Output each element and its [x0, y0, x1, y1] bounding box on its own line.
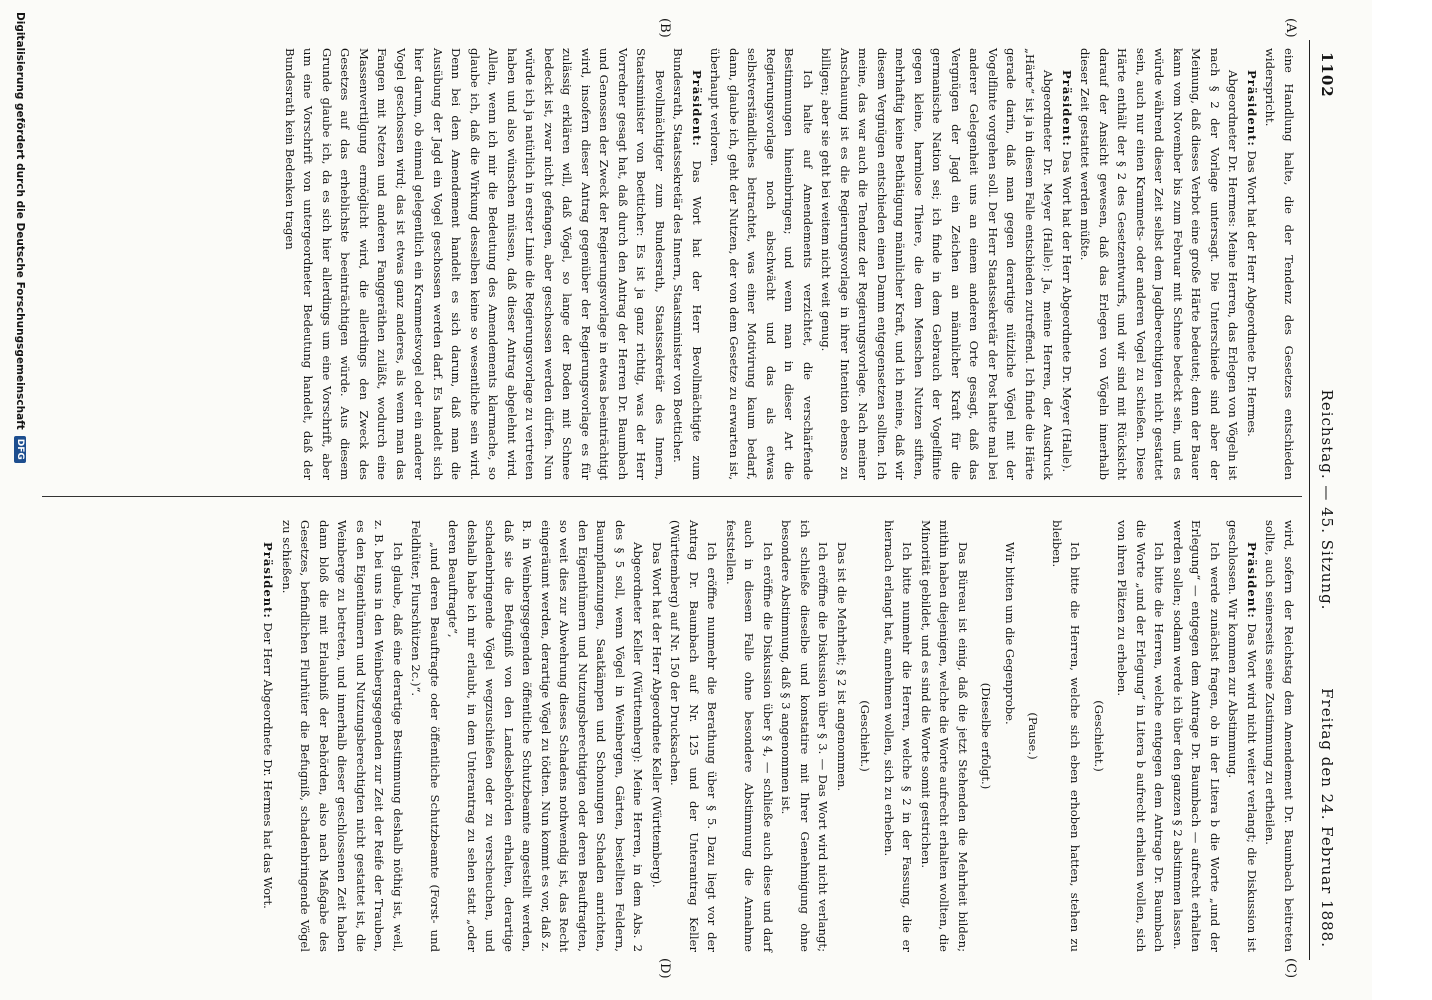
- paragraph: [1058, 48, 1077, 480]
- paragraph-text: Abgeordneter Keller (Württemberg): Meine Herren, in dem Abs. 2 des § 5 soll, wenn Vögel in Weinbergen, Gärten, bestellten Feldern, Baumpflanzungen, Saatkämpen und Schonungen Schaden anrichten, den Eigenthümern und Nutzungsberechtigten oder deren Beauftragten, so weit dies zur Abwehrung dieses Schadens nothwendig ist, das Recht eingeräumt werden, derartige Vögel zu tödten. Nun kommt es vor, daß z. B. in Weinbergsgegenden öffentliche Schutzbeamte angestellt werden, daß sie die Befugniß von den Landesbehörden erhalten, derartige schadenbringende Vögel wegzuschießen oder zu verscheuchen, und deshalb habe ich mir erlaubt, in dem Unterantrag zu sehen statt „oder deren Beauftragte“,: [446, 520, 646, 952]
- right-column: [259, 520, 1298, 952]
- paragraph-text: Ich eröffne nunmehr die Berathung über § 5. Dazu liegt vor der Antrag Dr. Baumbach auf Nr. 125 und der Unterantrag Keller (Württemberg) auf Nr. 150 der Drucksachen.: [668, 520, 720, 952]
- paragraph: [278, 520, 408, 952]
- paragraph: [281, 48, 670, 480]
- paragraph-text: Ich bitte die Herren, welche sich eben erhoben hatten, stehen zu bleiben.: [1050, 520, 1083, 952]
- paragraph-text: Ich glaube, daß eine derartige Bestimmung deshalb nöthig ist, weil, z. B. bei uns in den Weinbergsgegenden zur Zeit der Reife der Trauben, es den Eigenthümern und Nutzungsberechtigten nicht gestattet ist, die Weinberge zu betreten, und innerhalb dieser geschlossenen Zeit haben dann bloß die mit Erlaubniß der Behörden, also nach Maßgabe des Gesetzes, befindlichen Flurhüter die Befugniß, schadenbringende Vögel zu schießen.: [280, 520, 405, 952]
- speaker-label: Präsident:: [690, 70, 704, 147]
- paragraph-text: Der Herr Abgeordnete Dr. Hermes hat das Wort.: [261, 622, 276, 909]
- paragraph: [1113, 520, 1169, 952]
- paragraph: [856, 520, 875, 952]
- paragraph: [1169, 520, 1225, 952]
- paragraph: [648, 520, 667, 952]
- paragraph: [1243, 48, 1262, 480]
- paragraph: [1261, 520, 1298, 952]
- paragraph-text: (Geschieht.): [1092, 700, 1106, 772]
- paragraph-text: Das ist die Mehrheit; § 2 ist angenommen.: [835, 542, 849, 792]
- paragraph: [880, 520, 917, 952]
- paragraph: [706, 48, 817, 480]
- paragraph-text: Das Wort wird nicht weiter verlangt; die Diskussion ist geschlossen. Wir kommen zur Abstimmung.: [1226, 520, 1259, 952]
- speaker-label: Präsident:: [261, 542, 276, 619]
- paragraph-text: Das Wort hat der Herr Abgeordnete Dr. Hermes.: [1245, 150, 1259, 437]
- paragraph: [1001, 520, 1020, 952]
- page-number: 1102: [1318, 52, 1336, 98]
- paragraph-text: wird, sofern der Reichstag dem Amendement Dr. Baumbach beitreten sollte, auch seinerseits seine Zustimmung zu ertheilen.: [1263, 520, 1296, 952]
- paragraph: [259, 520, 278, 952]
- paragraph-text: Ich bitte die Herren, welche entgegen dem Antrage Dr. Baumbach die Worte „und der Erlegung“ in Litera b aufrecht erhalten wollen, sich von ihren Plätzen zu erheben.: [1115, 520, 1167, 952]
- digitization-credit: [14, 12, 26, 463]
- page-header: [1314, 52, 1336, 948]
- paragraph-text: „und deren Beauftragte oder öffentliche Schutzbeamte (Forst- und Feldhüter, Flurschützen 2c.)“.: [409, 520, 442, 952]
- paragraph-text: (Pause.): [1026, 712, 1041, 760]
- paragraph: [977, 520, 996, 952]
- speaker-label: Präsident:: [1060, 70, 1074, 147]
- paragraph: [407, 520, 444, 952]
- paragraph: [1224, 520, 1261, 952]
- paragraph: [1076, 48, 1243, 480]
- paragraph: [1090, 520, 1109, 952]
- paragraph: [669, 48, 706, 480]
- margin-mark-a: (A): [1283, 18, 1298, 38]
- left-column: [281, 48, 1299, 480]
- paragraph: [722, 520, 778, 952]
- running-title: Reichstag. — 45. Sitzung.: [1318, 389, 1336, 611]
- margin-mark-c: (C): [1283, 958, 1298, 979]
- speaker-label: Präsident:: [1245, 70, 1259, 147]
- paragraph-text: Ich eröffne die Diskussion über § 3. — Das Wort wird nicht verlangt; ich schließe dieselbe und konstatire mit Ihrer Genehmigung ohne besondere Abstimmung, daß § 3 angenommen ist.: [779, 520, 831, 952]
- paragraph-text: Wir bitten um die Gegenprobe.: [1003, 542, 1017, 725]
- paragraph-text: Das Büreau ist einig, daß die jetzt Stehenden die Mehrheit bilden; mithin haben diejenigen, welche die Worte aufrecht erhalten wollten, die Minorität gebildet, und es sind die Worte somit gestrichen.: [919, 520, 970, 952]
- session-date: Freitag den 24. Februar 1888.: [1318, 688, 1336, 948]
- dfg-logo: DFG: [14, 436, 26, 463]
- margin-mark-b: (B): [657, 18, 672, 38]
- paragraph: [1024, 520, 1043, 952]
- paragraph-text: Abgeordneter Dr. Hermes: Meine Herren, das Erlegen von Vögeln ist nach § 2 der Vorlage untersagt. Die Unterschiede sind aber der Meinung, daß dieses Verbot eine große Härte bedeutet; denn der Bauer kann vom November bis zum Februar mit Schnee bedeckt sein, und es würde während dieser Zeit selbst dem Jagdberechtigten nicht gestattet sein, auch nur einen Krammets- oder anderen Vogel zu schießen. Diese Härte enthält der § 2 des Gesetzentwurfs, und wir sind mit Rücksicht darauf der Ansicht gewesen, daß das Erlegen von Vögeln innerhalb dieser Zeit gestattet werden müßte.: [1078, 48, 1241, 480]
- paragraph-text: Abgeordneter Dr. Meyer (Halle): Ja, meine Herren, der Ausdruck „Härte“ ist ja in diesem Falle entschieden zutreffend. Ich finde die Härte gerade darin, daß man gegen derartige nützliche Vögel mit der Vogelflinte vorgehen soll. Der Herr Staatssekretär der Post hatte mal bei anderer Gelegenheit uns an einem anderen Orte gesagt, daß das Vergnügen der Jagd ein Zeichen an männlicher Kraft für die germanische Nation sei; ich finde in dem Gebrauch der Vogelflinte gegen kleine, harmlose Thiere, die dem Menschen Nutzen stiften, mehrhaftig keine Bethätigung männlicher Kraft, und ich meine, daß wir diesem Vergnügen entschieden einen Damm entgegensetzen sollten. Ich meine, das war auch die Tendenz der Regierungsvorlage. Nach meiner Anschauung ist es die Regierungsvorlage in ihrer Intention ebenso zu billigen; aber sie geht bei weitem nicht weit genug.: [819, 48, 1056, 480]
- header-rule: [1309, 40, 1310, 960]
- paragraph: [833, 520, 852, 952]
- paragraph-text: Ich halte auf Amendements verzichtet, die verschärfende Bestimmungen hineinbringen; und wenn man in dieser Art die Regierungsvorlage noch abschwächt und das als etwas selbstverständliches betrachtet, was einer Motivirung kaum bedarf, dann, glaube ich, geht der Nutzen, der von dem Gesetze zu erwarten ist, überhaupt verloren.: [708, 48, 815, 480]
- paragraph-text: Ich werde zunächst fragen, ob in der Litera b die Worte „und der Erlegung“ — entgegen dem Antrage Dr. Baumbach — aufrecht erhalten werden sollen; sodann werde ich über den ganzen § 2 abstimmen lassen.: [1171, 520, 1222, 952]
- paragraph: [817, 48, 1058, 480]
- paragraph-text: (Dieselbe erfolgt.): [979, 682, 994, 790]
- paragraph: [444, 520, 648, 952]
- paragraph: [917, 520, 973, 952]
- column-divider: [42, 496, 1302, 497]
- paragraph-text: Das Wort hat der Herr Abgeordnete Dr. Meyer (Halle).: [1060, 150, 1074, 473]
- paragraph-text: eine Handlung halte, die der Tendenz des Gesetzes entschieden widerspricht.: [1263, 48, 1296, 480]
- paragraph-text: Ich eröffne die Diskussion über § 4, — schließe auch diese und darf auch in diesem Falle ohne besondere Abstimmung die Annahme feststellen.: [724, 520, 775, 952]
- paragraph: [1048, 520, 1085, 952]
- paragraph-text: Das Wort hat der Herr Abgeordnete Keller (Württemberg).: [650, 542, 664, 888]
- paragraph-text: Bevollmächtigter zum Bundesrath, Staatssekretär des Innern, Staatsminister von Boetticher: Es ist ja ganz richtig, was der Herr Vorredner gesagt hat, daß durch den Antrag der Herren Dr. Baumbach und Genossen der Zweck der Regierungsvorlage in etwas beeinträchtigt wird, insofern dieser Antrag gegenüber der Regierungsvorlage es für zulässig erklären will, daß Vögel, so lange der Boden mit Schnee bedeckt ist, zwar nicht gefangen, aber geschossen werden dürfen. Nun würde ich ja natürlich in erster Linie die Regierungsvorlage zu vertreten haben und also wünschen müssen, daß dieser Antrag abgelehnt wird. Allein, wenn ich mir die Bedeutung des Amendements klarmache, so glaube ich, daß die Wirkung desselben keine so wesentliche sein wird. Denn bei dem Amendement handelt es sich darum, daß man die Ausübung der Jagd ein Vogel geschossen werden darf. Es handelt sich hier darum, ob einmal gelegentlich ein Krammetsvogel oder ein anderer Vogel geschossen wird; das ist etwas ganz anderes, als wenn man das Fangen mit Netzen und anderen Fanggeräthen zuläßt, wodurch eine Massenvertilgung ermöglicht wird, die allerdings den Zweck des Gesetzes auf das erheblichste beeinträchtigen würde. Aus diesem Grunde glaube ich, da es sich hier allerdings um eine Vorschrift, aber um eine Vorschrift von untergeordneter Bedeutung handelt, daß der Bundesrath kein Bedenken tragen: [283, 48, 667, 480]
- paragraph: [1261, 48, 1298, 480]
- paragraph-text: Das Wort hat der Herr Bevollmächtigte zum Bundesrath, Staatssekretär des Innern, Staatsminister von Boetticher.: [671, 48, 704, 481]
- margin-mark-d: (D): [657, 958, 672, 979]
- paragraph-text: (Geschieht.): [858, 700, 873, 772]
- paragraph: [777, 520, 833, 952]
- credit-text: Digitalisierung gefördert durch die Deutsche Forschungsgemeinschaft: [14, 12, 26, 430]
- paragraph-text: Ich bitte nunmehr die Herren, welche § 2 in der Fassung, die er hiernach erlangt hat, annehmen wollen, sich zu erheben.: [882, 520, 915, 952]
- speaker-label: Präsident:: [1245, 542, 1259, 619]
- paragraph: [666, 520, 722, 952]
